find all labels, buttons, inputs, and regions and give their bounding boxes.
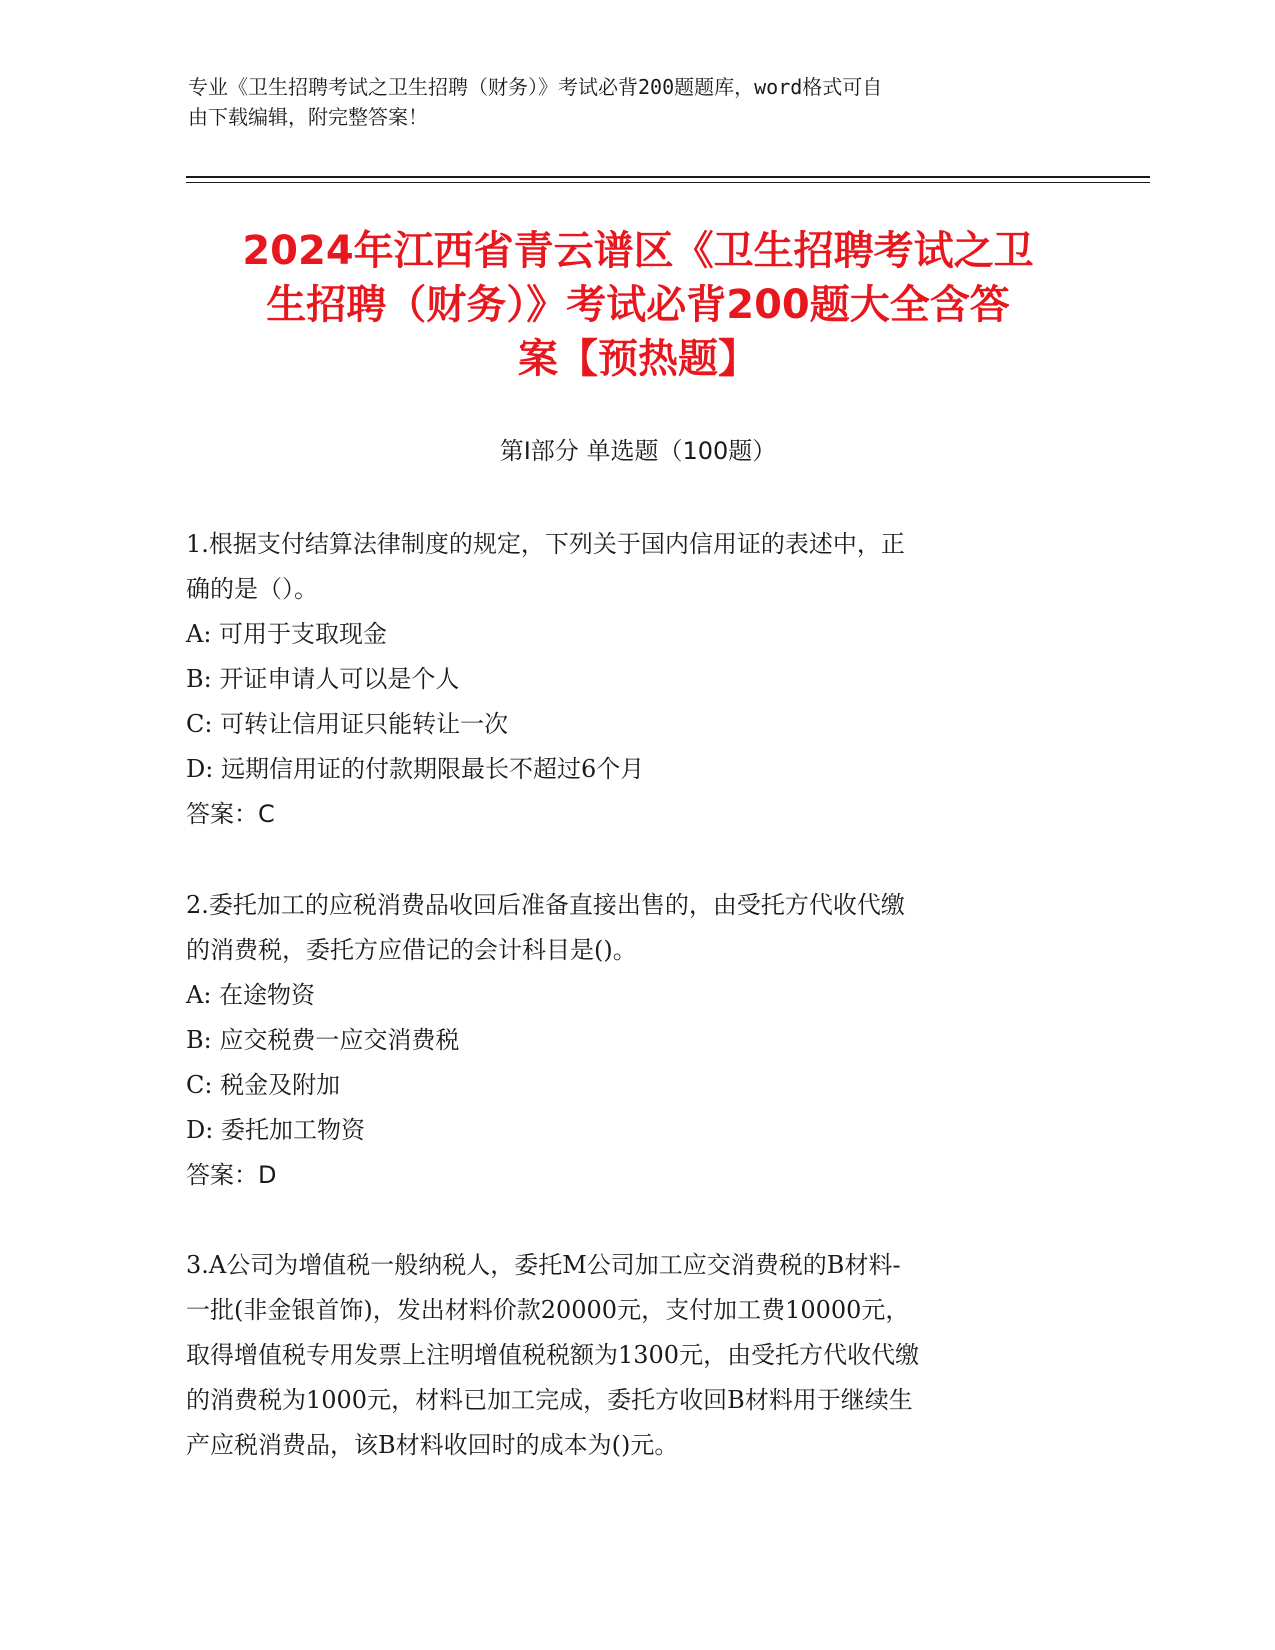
answer: 答案：C bbox=[186, 800, 275, 828]
option-c: C: 可转让信用证只能转让一次 bbox=[186, 710, 509, 738]
option-d: D: 远期信用证的付款期限最长不超过6个月 bbox=[186, 755, 645, 783]
question-stem-line: 确的是（）。 bbox=[186, 575, 318, 603]
document-title bbox=[186, 224, 1090, 386]
option-b: B: 开证申请人可以是个人 bbox=[186, 665, 460, 693]
option-c: C: 税金及附加 bbox=[186, 1071, 341, 1099]
header-rule-thin bbox=[186, 182, 1150, 183]
question-1 bbox=[186, 522, 1066, 837]
question-3 bbox=[186, 1243, 1066, 1468]
question-stem-line: 2.委托加工的应税消费品收回后准备直接出售的，由受托方代收代缴 bbox=[186, 891, 905, 919]
option-a: A: 可用于支取现金 bbox=[186, 620, 388, 648]
document-title-line-1: 2024年江西省青云谱区《卫生招聘考试之卫 bbox=[242, 228, 1034, 274]
question-stem-line: 3.A公司为增值税一般纳税人，委托M公司加工应交消费税的B材料- bbox=[186, 1251, 901, 1279]
question-stem-line: 产应税消费品，该B材料收回时的成本为()元。 bbox=[186, 1431, 679, 1459]
option-d: D: 委托加工物资 bbox=[186, 1116, 365, 1144]
header-note bbox=[188, 72, 1088, 132]
option-b: B: 应交税费一应交消费税 bbox=[186, 1026, 460, 1054]
document-title-line-2: 生招聘（财务）》考试必背200题大全含答 bbox=[266, 282, 1010, 328]
question-stem-line: 的消费税为1000元，材料已加工完成，委托方收回B材料用于继续生 bbox=[186, 1386, 913, 1414]
question-2 bbox=[186, 883, 1066, 1198]
header-rule-thick bbox=[186, 176, 1150, 178]
header-note-line-2: 由下载编辑，附完整答案！ bbox=[188, 105, 428, 129]
question-stem-line: 一批(非金银首饰)，发出材料价款20000元，支付加工费10000元， bbox=[186, 1296, 910, 1324]
document-title-line-3: 案【预热题】 bbox=[518, 336, 758, 382]
question-stem-line: 的消费税，委托方应借记的会计科目是()。 bbox=[186, 936, 637, 964]
option-a: A: 在途物资 bbox=[186, 981, 316, 1009]
question-stem-line: 取得增值税专用发票上注明增值税税额为1300元，由受托方代收代缴 bbox=[186, 1341, 920, 1369]
answer: 答案：D bbox=[186, 1161, 277, 1189]
question-stem-line: 1.根据支付结算法律制度的规定，下列关于国内信用证的表述中，正 bbox=[186, 530, 905, 558]
section-heading: 第Ⅰ部分 单选题（100题） bbox=[499, 437, 777, 465]
header-note-line-1: 专业《卫生招聘考试之卫生招聘（财务）》考试必背200题题库，word格式可自 bbox=[188, 75, 883, 99]
